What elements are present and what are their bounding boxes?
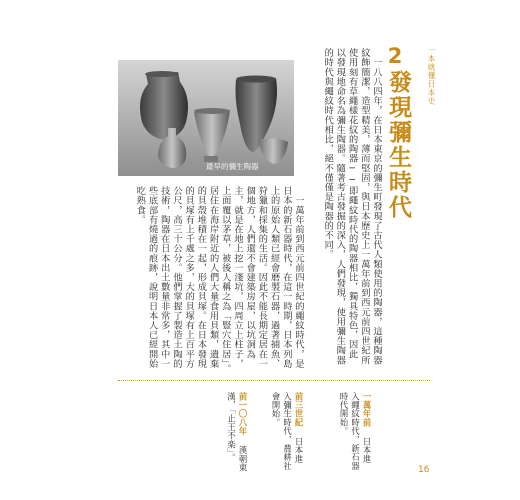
body-paragraph-2: 一萬年前到西元前四世紀的繩紋時代，是日本的新石器時代，在這一時期，日本列島上的原始人類已經會磨製石器，過著捕魚、狩獵和採集的生活。因此不能長期定居在一個地方，人們還不會建築房屋，以坑洞為主，就是在地上挖一淺坑，四周立上柱子，上面覆以茅草，被後人稱之為「豎穴住居」。居住在海岸附近的人們大量食用貝類，遺棄的貝殼堆積在一起，形成貝塚。在日本發現的貝塚有上千處之多，大的貝塚有上百平方公尺，高三十公分。他們掌握了製造土陶的技術，陶器在日本出土數量非常多，其中一些底部有燒過的痕跡，說明日本人已經開始吃熟食。 bbox=[134, 186, 304, 374]
timeline-note-3 bbox=[214, 392, 248, 472]
pottery-illustration bbox=[118, 60, 294, 176]
page-number: 16 bbox=[418, 465, 430, 475]
timeline-divider bbox=[118, 380, 430, 381]
chapter-title: 發現彌生時代 bbox=[385, 70, 411, 220]
timeline-note-2 bbox=[270, 392, 304, 472]
timeline-note-2-date: 前三世紀 bbox=[294, 392, 304, 427]
running-head: 一本就懂日本史 bbox=[427, 46, 436, 106]
timeline-note-1-text: 日本進入繩紋時代，新石器時代開始。 bbox=[339, 392, 372, 471]
timeline-note-1-date: 一萬年前 bbox=[362, 392, 372, 427]
timeline-note-2-text: 日本進入彌生時代，農耕社會開始。 bbox=[271, 392, 304, 471]
chapter-number: 2 bbox=[387, 44, 403, 68]
timeline-note-3-date: 前一〇八年 bbox=[238, 392, 248, 436]
photo-caption: 最早的彌生陶器 bbox=[206, 162, 259, 171]
timeline-note-1 bbox=[338, 392, 372, 472]
pottery-photo bbox=[118, 60, 294, 176]
body-paragraph-1: 一八八四年，在日本東京的彌生町發現了古代人類使用的陶器，這種陶器紋飾簡潔，造型精美，薄而堅固，與日本歷史上一萬年前到西元前四世紀所使用刻有草繩樣花紋的陶器──即繩紋時代的陶器相比，獨具特色，因此以發現地命名為彌生陶器。隨著考古發掘的深入，人們發現，使用彌生陶器的時代與繩紋時代相比，絕不僅僅是陶器的不同。 bbox=[322, 48, 382, 365]
timeline-note-3-text: 漢朝東漢，「止王不楽」。 bbox=[226, 392, 248, 473]
